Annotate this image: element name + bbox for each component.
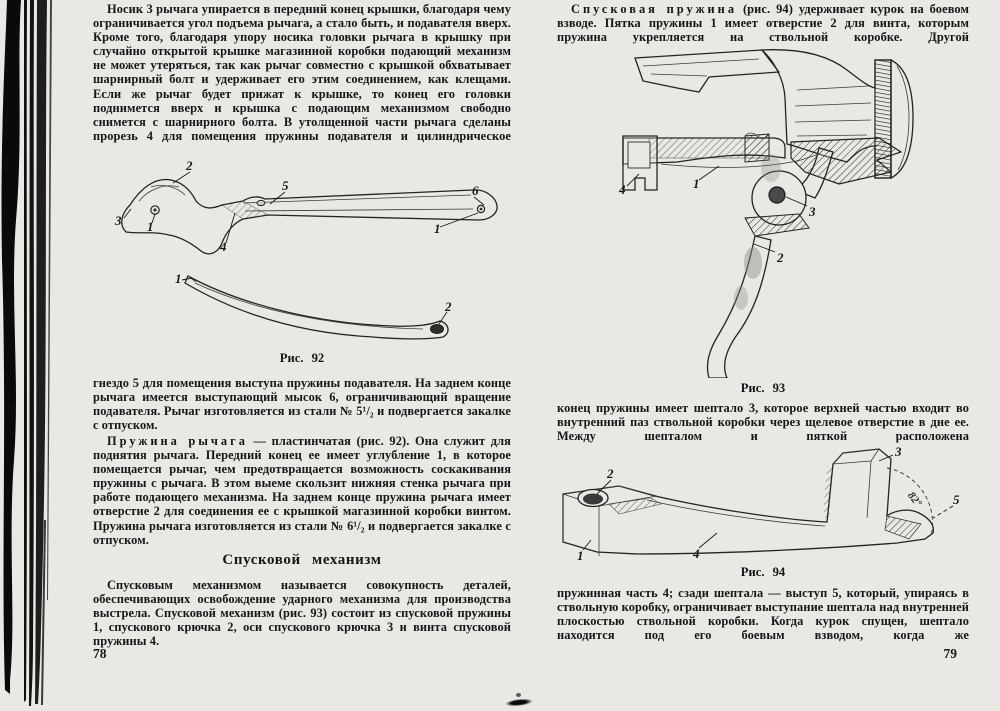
- spaced-lead: Спусковая пружина: [571, 2, 738, 16]
- knob-cap-shape: [891, 60, 913, 178]
- figure-label: 4: [619, 182, 626, 197]
- binding-strip: [0, 0, 58, 711]
- figure-label: 5: [953, 492, 960, 507]
- binding-strip-art: [0, 0, 58, 711]
- figure-label: 3: [809, 204, 816, 219]
- right-paragraph-3-text: пружинная часть 4; сзади шептала — выступ 5, который, упираясь в ствольную коробку, ограничивает выступание шептала над внутренней плоскостью ствольной коробки. Когда курок спущен, шептало находится под его боевым взводом, когда же: [557, 586, 969, 643]
- left-paragraph-1: [93, 2, 511, 143]
- ink-dot: [516, 693, 521, 697]
- figure-label: 2: [445, 299, 452, 314]
- figure-94: [557, 446, 969, 564]
- paragraph-rest: — пластинчатая (рис. 92). Она служит для поднятия рычага. Передний конец ее имеет углубление 1, в которое помещается рычаг, чем предотвращается возможность соскакивания пружины с рычага. В этом выеме скользит нижняя стенка рычага при работе подающего механизма. На заднем конце пружина рычага имеет отверстие 2 для соединения ее с крышкой магазинной коробки винтом. Пружина рычага изготовляется из стали № 6¹/₂ и подвергается закалке с отпуском.: [93, 434, 511, 547]
- right-paragraph-1-text: [557, 2, 969, 44]
- left-paragraph-3-text: [93, 434, 511, 547]
- figure-92-caption: Рис. 92: [279, 351, 325, 365]
- left-paragraph-2: [93, 376, 511, 432]
- figure-label: 5: [282, 178, 289, 193]
- left-page: [93, 0, 511, 711]
- trigger-spring-shape: [563, 449, 933, 554]
- left-paragraph-4: [93, 578, 511, 648]
- figure-94-caption: Рис. 94: [740, 565, 786, 579]
- left-paragraph-3: [93, 434, 511, 547]
- figure-label: 1: [175, 271, 182, 286]
- figure-label: 4: [693, 546, 700, 561]
- figure-label: 2: [186, 159, 193, 173]
- lever-spring-shape: [185, 276, 448, 339]
- left-paragraph-4-text: Спусковым механизмом называется совокупность деталей, обеспечивающих освобождение ударного механизма для производства выстрела. Спусковой механизм (рис. 93) состоит из спусковой пружины 1, спускового крючка 2, оси спускового крючка 3 и винта спусковой пружины 4.: [93, 578, 511, 649]
- figure-92-drawing: [93, 159, 511, 351]
- figure-label: 2: [777, 250, 784, 265]
- right-page: [557, 0, 969, 711]
- figure-93: [557, 48, 969, 378]
- trigger-axis-pin: [769, 187, 785, 203]
- figure-label: 3: [115, 213, 122, 228]
- figure-label: 1: [693, 176, 700, 191]
- figure-label: 1: [577, 548, 584, 563]
- right-paragraph-2-text: конец пружины имеет шептало 3, которое верхней частью входит во внутренний паз ствольной коробки через щелевое отверстие в дне ее. Между шепталом и пяткой расположена: [557, 401, 969, 444]
- left-paragraph-1-text: Носик 3 рычага упирается в передний конец крышки, благодаря чему ограничивается угол подъема рычага, а стало быть, и подавателя вверх. Кроме того, благодаря упору носика головки рычага в крышку при случайно открытой крышке магазинной коробки подающий механизм не может утеряться, так как рычаг совместно с крышкой обхватывает шарнирный болт и удерживает его этим соединением, как клещами. Если же рычаг будет прижат к крышке, то конец его головки поднимется вверх и крышка с подающим механизмом свободно снимется с шарнирного болта. В утолщенной части рычага сделаны прорезь 4 для помещения пружины подавателя и цилиндрическое: [93, 2, 511, 143]
- paragraph-rest: (рис. 94) удерживает курок на боевом взводе. Пятка пружины 1 имеет отверстие 2 для винта, которым пружина укрепляется на ствольной коробке. Другой: [557, 2, 969, 45]
- left-paragraph-2-text: гнездо 5 для помещения выступа пружины подавателя. На заднем конце рычага имеется выступающий мысок 6, ограничивающий вращение подавателя. Рычаг изготовляется из стали № 5¹/₂ и подвергается закалке с отпуском.: [93, 376, 511, 433]
- spaced-lead: Пружина рычага: [107, 434, 248, 448]
- figure-93-caption: Рис. 93: [740, 381, 786, 395]
- figure-label: 2: [607, 466, 614, 481]
- striker-bar-shape: [635, 50, 779, 92]
- left-page-number: 78: [93, 646, 107, 661]
- angle-label: 82°: [905, 489, 925, 510]
- figure-label: 1: [147, 219, 154, 234]
- boss-hatch: [745, 214, 809, 236]
- section-heading: [93, 552, 511, 569]
- figure-label: 4: [220, 239, 227, 254]
- right-paragraph-2: [557, 401, 969, 443]
- figure-92: [93, 159, 511, 351]
- figure-93-drawing: [557, 48, 969, 378]
- figure-label: 3: [895, 446, 902, 459]
- section-heading-text: Спусковой механизм: [222, 552, 382, 568]
- feed-lever-shape: [122, 180, 497, 254]
- figure-label: 1: [434, 221, 441, 236]
- right-paragraph-1: [557, 2, 969, 44]
- right-paragraph-3: [557, 586, 969, 642]
- figure-94-drawing: [557, 446, 969, 564]
- figure-label: 6: [472, 183, 479, 198]
- right-page-number: 79: [943, 646, 957, 661]
